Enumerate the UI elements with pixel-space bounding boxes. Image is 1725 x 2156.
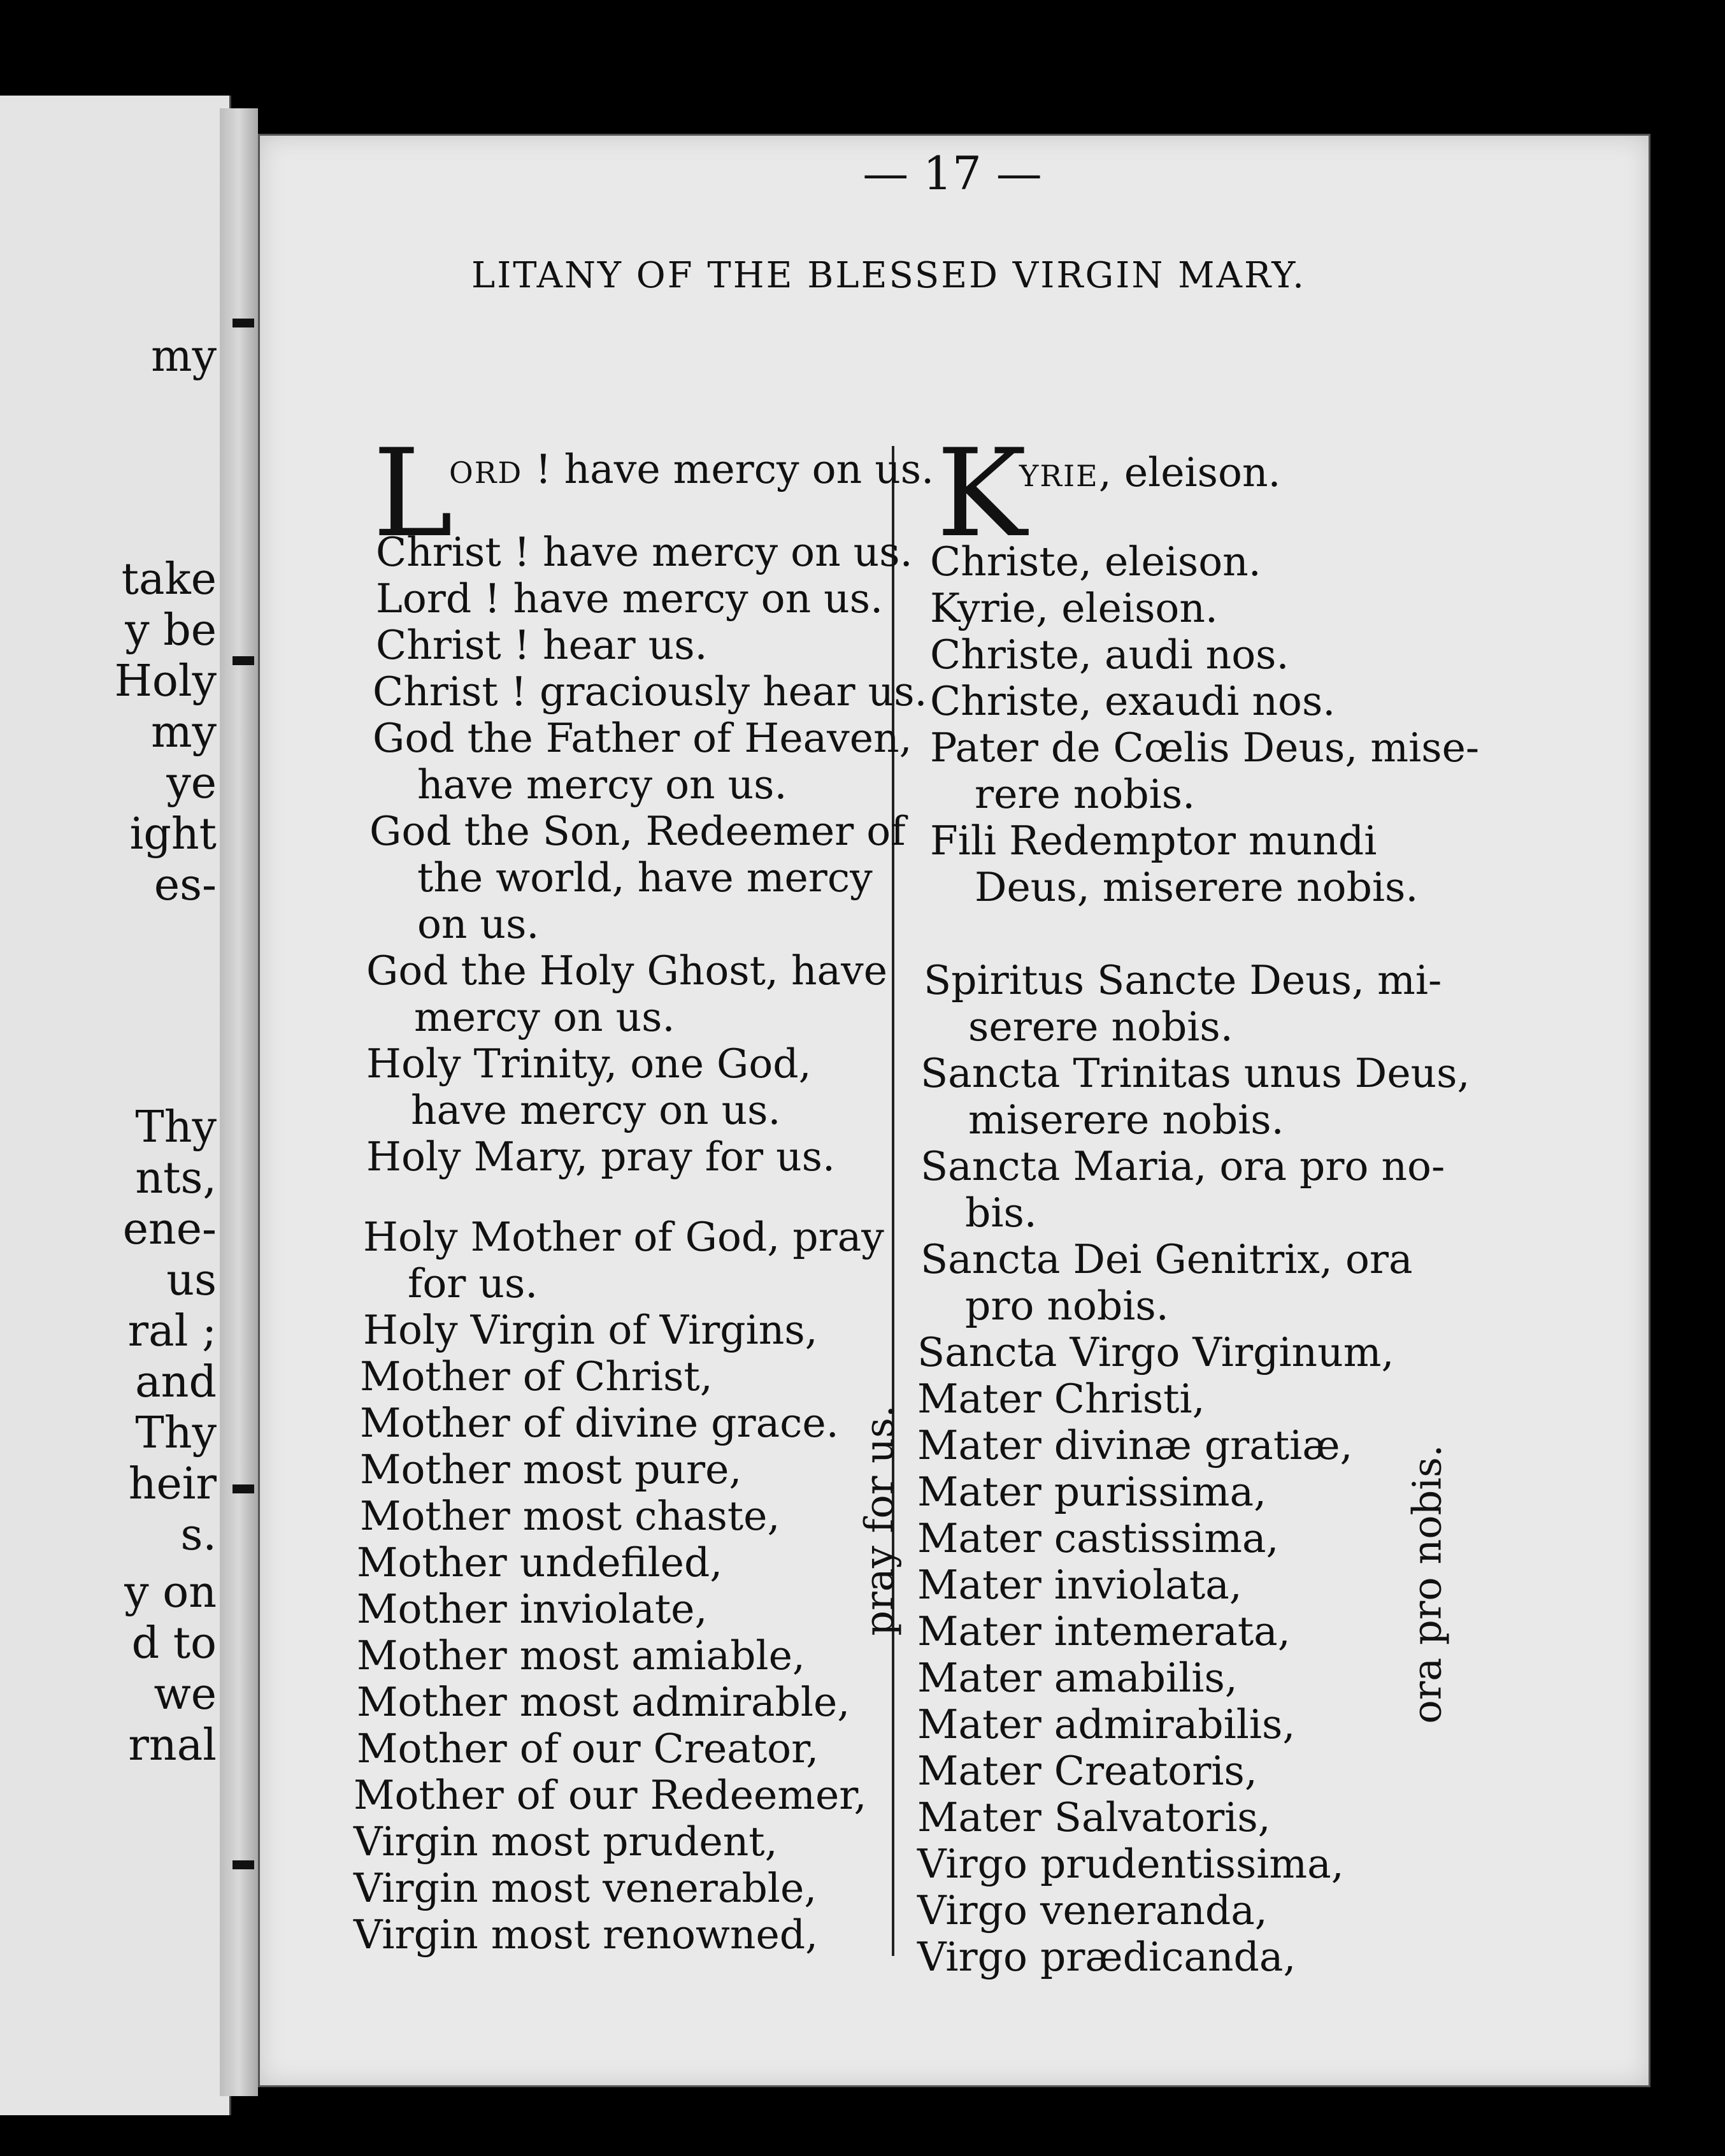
latin-line: Fili Redemptor mundi: [930, 817, 1377, 864]
english-line: Mother of divine grace.: [360, 1400, 839, 1446]
smallcaps-text: ORD: [449, 456, 523, 490]
english-line: Mother of Christ,: [360, 1353, 713, 1400]
page-title: LITANY OF THE BLESSED VIRGIN MARY.: [471, 255, 1306, 296]
left-fragment: rnal: [128, 1720, 217, 1771]
english-line: Mother undefiled,: [357, 1539, 723, 1586]
english-line: Holy Mother of God, pray: [363, 1214, 884, 1260]
english-line: Mother of our Redeemer,: [354, 1772, 867, 1818]
english-line: the world, have mercy: [417, 854, 873, 901]
latin-line: Mater Creatoris,: [917, 1748, 1257, 1794]
left-page: [0, 96, 231, 2115]
binding-stitch: [233, 319, 254, 327]
binding-stitch: [233, 656, 254, 665]
vertical-label-latin: ora pro nobis.: [1403, 1444, 1450, 1724]
english-line: have mercy on us.: [411, 1087, 781, 1133]
latin-line: Pater de Cœlis Deus, mise-: [930, 724, 1480, 771]
left-fragment: y on: [124, 1567, 217, 1618]
latin-line: Christe, exaudi nos.: [930, 678, 1336, 724]
latin-line: pro nobis.: [965, 1283, 1169, 1329]
left-fragment: es-: [154, 860, 217, 910]
english-line: God the Father of Heaven,: [373, 715, 912, 761]
latin-line: rere nobis.: [975, 771, 1196, 817]
english-line: Christ ! have mercy on us.: [376, 529, 913, 575]
left-fragment: we: [154, 1669, 217, 1720]
left-fragment: nts,: [135, 1153, 217, 1204]
first-line-rest: ! have mercy on us.: [522, 446, 934, 492]
latin-line: Virgo prudentissima,: [917, 1841, 1344, 1887]
page-number: — 17 —: [862, 147, 1042, 200]
left-fragment: my: [151, 331, 217, 382]
latin-line: Spiritus Sancte Deus, mi-: [924, 957, 1442, 1003]
english-line: Mother most amiable,: [357, 1632, 805, 1679]
left-fragment: heir: [128, 1459, 217, 1509]
english-line: Holy Mary, pray for us.: [366, 1133, 836, 1180]
left-fragment: s.: [180, 1510, 217, 1560]
binding-stitch: [233, 1860, 254, 1869]
left-fragment: d to: [131, 1618, 217, 1669]
latin-line: Sancta Virgo Virginum,: [917, 1329, 1394, 1376]
latin-line: serere nobis.: [968, 1003, 1233, 1050]
book-spine: [220, 108, 258, 2096]
english-line: Virgin most renowned,: [354, 1911, 819, 1958]
english-line: Mother inviolate,: [357, 1586, 708, 1632]
left-fragment: ye: [166, 758, 217, 808]
left-fragment: Holy: [114, 656, 217, 707]
latin-line: Virgo prædicanda,: [917, 1934, 1296, 1980]
latin-line: Mater purissima,: [917, 1469, 1267, 1515]
english-line: Mother most chaste,: [360, 1493, 780, 1539]
left-fragment: us: [166, 1255, 217, 1305]
english-line: Christ ! hear us.: [376, 622, 708, 668]
left-fragment: my: [151, 707, 217, 758]
first-line-rest: , eleison.: [1098, 449, 1281, 496]
english-line: on us.: [417, 901, 540, 947]
english-line: have mercy on us.: [417, 761, 787, 808]
english-line: Virgin most prudent,: [354, 1818, 778, 1865]
english-line: for us.: [408, 1260, 538, 1307]
latin-line: Sancta Maria, ora pro no-: [920, 1143, 1445, 1189]
english-line: Mother of our Creator,: [357, 1725, 819, 1772]
latin-first-line: [1019, 449, 1281, 496]
left-fragment: take: [121, 554, 217, 605]
english-line: Mother most admirable,: [357, 1679, 850, 1725]
latin-line: miserere nobis.: [968, 1096, 1284, 1143]
english-line: Holy Trinity, one God,: [366, 1040, 812, 1087]
smallcaps-text: YRIE: [1019, 459, 1099, 493]
left-fragment: ene-: [122, 1204, 217, 1254]
latin-line: Mater inviolata,: [917, 1562, 1242, 1608]
vertical-label-english: pray for us.: [855, 1405, 903, 1636]
dropcap-english: L: [373, 423, 454, 564]
binding-stitch: [233, 1484, 254, 1493]
latin-line: Mater divinæ gratiæ,: [917, 1422, 1353, 1469]
left-fragment: y be: [125, 605, 217, 656]
latin-line: Mater Christi,: [917, 1376, 1205, 1422]
english-line: Virgin most venerable,: [354, 1865, 817, 1911]
latin-line: bis.: [965, 1189, 1037, 1236]
english-first-line: [449, 446, 934, 492]
english-line: Lord ! have mercy on us.: [376, 575, 884, 622]
latin-line: Mater amabilis,: [917, 1655, 1238, 1701]
latin-line: Sancta Trinitas unus Deus,: [920, 1050, 1470, 1096]
latin-line: Christe, eleison.: [930, 538, 1261, 585]
left-fragment: ight: [129, 809, 217, 859]
english-line: Holy Virgin of Virgins,: [363, 1307, 818, 1353]
english-line: Christ ! graciously hear us.: [373, 668, 927, 715]
left-fragment: ral ;: [127, 1306, 217, 1356]
dropcap-latin: K: [936, 423, 1027, 564]
latin-line: Christe, audi nos.: [930, 631, 1289, 678]
latin-line: Kyrie, eleison.: [930, 585, 1218, 631]
english-line: Mother most pure,: [360, 1446, 742, 1493]
left-fragment: Thy: [135, 1102, 217, 1153]
latin-line: Sancta Dei Genitrix, ora: [920, 1236, 1413, 1283]
english-line: God the Holy Ghost, have: [366, 947, 887, 994]
latin-line: Mater admirabilis,: [917, 1701, 1296, 1748]
latin-line: Mater intemerata,: [917, 1608, 1291, 1655]
left-fragment: Thy: [135, 1408, 217, 1458]
english-line: mercy on us.: [414, 994, 675, 1040]
english-line: God the Son, Redeemer of: [369, 808, 906, 854]
latin-line: Virgo veneranda,: [917, 1887, 1268, 1934]
left-fragment: and: [135, 1357, 217, 1407]
latin-line: Mater Salvatoris,: [917, 1794, 1271, 1841]
latin-line: Mater castissima,: [917, 1515, 1279, 1562]
latin-line: Deus, miserere nobis.: [975, 864, 1419, 910]
